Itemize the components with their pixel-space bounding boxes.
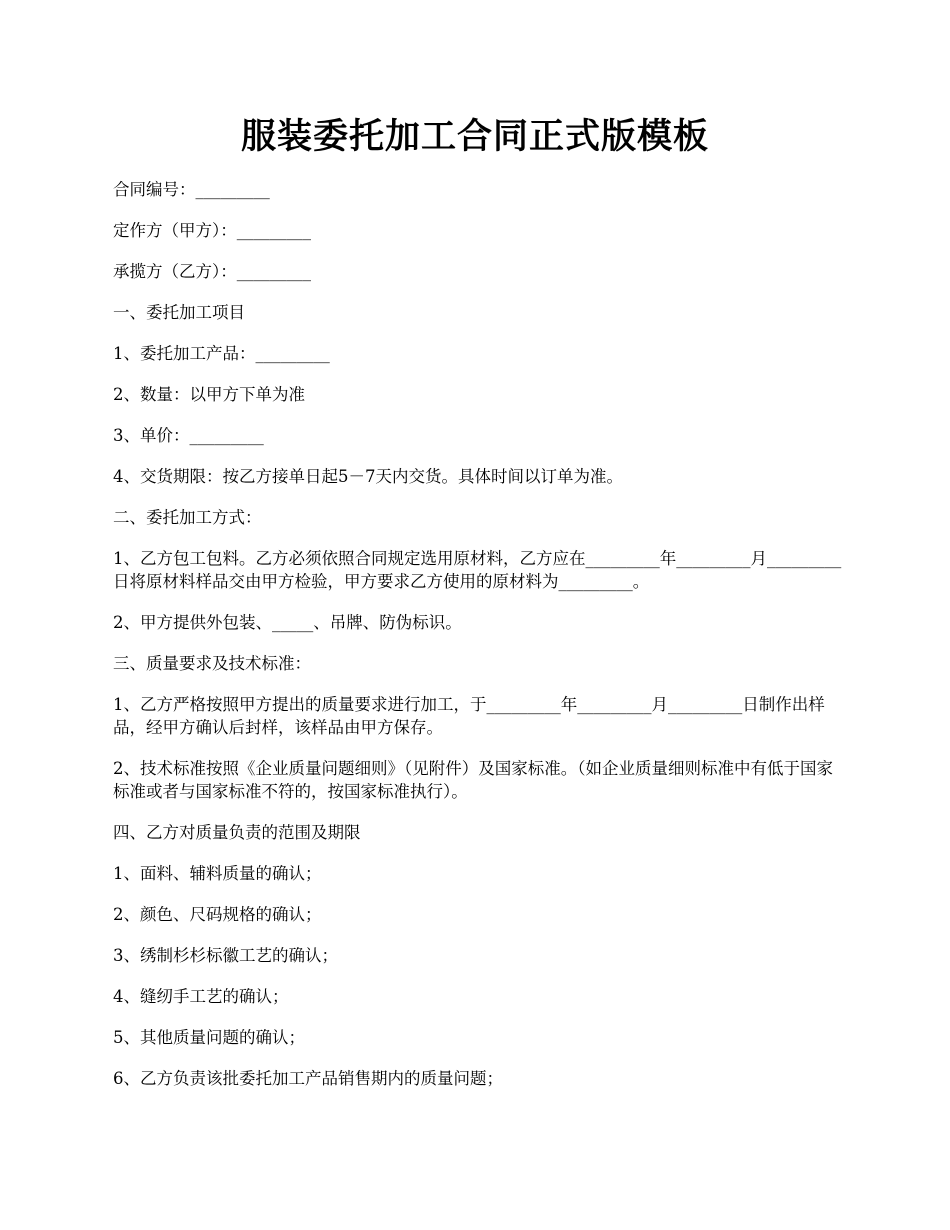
clause-2-2: 2、甲方提供外包装、_____、吊牌、防伪标识。 — [113, 613, 462, 632]
clause-4-2: 2、颜色、尺码规格的确认； — [113, 905, 322, 924]
clause-4-3: 3、绣制杉杉标徽工艺的确认； — [113, 946, 338, 965]
clause-4-6: 6、乙方负责该批委托加工产品销售期内的质量问题； — [113, 1069, 503, 1088]
clause-2-1: 1、乙方包工包料。乙方必须依照合同规定选用原材料，乙方应在_________年_________月_________日将原材料样品交由甲方检验，甲方要求乙方使用的原材料为_________。 — [113, 549, 842, 591]
clause-4-4: 4、缝纫手工艺的确认； — [113, 987, 289, 1006]
contract-number-line: 合同编号：_________ — [113, 180, 270, 199]
clause-4-5: 5、其他质量问题的确认； — [113, 1028, 305, 1047]
clause-1-3: 3、单价：_________ — [113, 426, 264, 445]
party-b-line: 承揽方（乙方）：_________ — [113, 262, 311, 281]
section-heading-4: 四、乙方对质量负责的范围及期限 — [113, 823, 361, 842]
section-heading-1: 一、委托加工项目 — [113, 303, 245, 322]
clause-3-1: 1、乙方严格按照甲方提出的质量要求进行加工，于_________年_________月_________日制作出样品，经甲方确认后封样，该样品由甲方保存。 — [113, 695, 825, 737]
party-a-line: 定作方（甲方）：_________ — [113, 221, 311, 240]
clause-1-4: 4、交货期限：按乙方接单日起5－7天内交货。具体时间以订单为准。 — [113, 467, 623, 486]
section-heading-3: 三、质量要求及技术标准： — [113, 654, 311, 673]
clause-1-2: 2、数量：以甲方下单为准 — [113, 385, 305, 404]
section-heading-2: 二、委托加工方式： — [113, 508, 262, 527]
document-body — [113, 178, 843, 1108]
document-title: 服装委托加工合同正式版模板 — [240, 116, 709, 157]
clause-4-1: 1、面料、辅料质量的确认； — [113, 864, 322, 883]
clause-3-2: 2、技术标准按照《企业质量问题细则》（见附件）及国家标准。（如企业质量细则标准中有低于国家标准或者与国家标准不符的，按国家标准执行）。 — [113, 759, 833, 801]
clause-1-1: 1、委托加工产品：_________ — [113, 344, 330, 363]
